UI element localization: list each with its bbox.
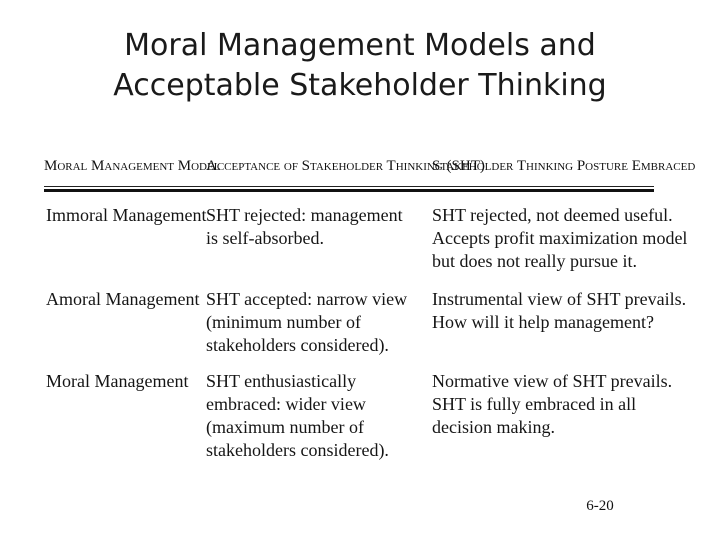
text-line: stakeholders considered).	[206, 440, 389, 460]
row-moral-model: Moral Management	[46, 371, 189, 391]
row-immoral-posture	[432, 204, 688, 273]
text-line: SHT rejected: management	[206, 205, 403, 225]
row-amoral-model: Amoral Management	[46, 289, 200, 309]
row-amoral-acceptance	[206, 288, 426, 357]
text-line: decision making.	[432, 417, 555, 437]
page-number: 6-20	[586, 498, 614, 514]
slide-title-line-1: Moral Management Models and	[124, 28, 596, 63]
text-line: SHT enthusiastically	[206, 371, 357, 391]
row-moral-posture	[432, 370, 673, 439]
text-line: SHT is fully embraced in all	[432, 394, 637, 414]
header-rule-thin	[44, 186, 654, 187]
text-line: (minimum number of	[206, 312, 361, 332]
column-header-model: Moral Management Model	[44, 158, 221, 174]
column-header-posture: Stakeholder Thinking Posture Embraced	[432, 158, 696, 174]
text-line: is self-absorbed.	[206, 228, 324, 248]
slide-title-line-2: Acceptable Stakeholder Thinking	[113, 68, 607, 103]
slide-title	[0, 26, 720, 106]
row-immoral-acceptance	[206, 204, 426, 250]
header-rule-thick	[44, 189, 654, 192]
text-line: How will it help management?	[432, 312, 654, 332]
text-line: SHT rejected, not deemed useful.	[432, 205, 673, 225]
text-line: Instrumental view of SHT prevails.	[432, 289, 687, 309]
column-header-acceptance: Acceptance of Stakeholder Thinking (SHT)	[206, 158, 485, 174]
text-line: (maximum number of	[206, 417, 364, 437]
text-line: Accepts profit maximization model	[432, 228, 688, 248]
row-immoral-model: Immoral Management	[46, 205, 207, 225]
text-line: SHT accepted: narrow view	[206, 289, 408, 309]
text-line: but does not really pursue it.	[432, 251, 637, 271]
text-line: Normative view of SHT prevails.	[432, 371, 673, 391]
row-amoral-posture	[432, 288, 687, 334]
row-moral-acceptance	[206, 370, 426, 462]
text-line: stakeholders considered).	[206, 335, 389, 355]
text-line: embraced: wider view	[206, 394, 366, 414]
